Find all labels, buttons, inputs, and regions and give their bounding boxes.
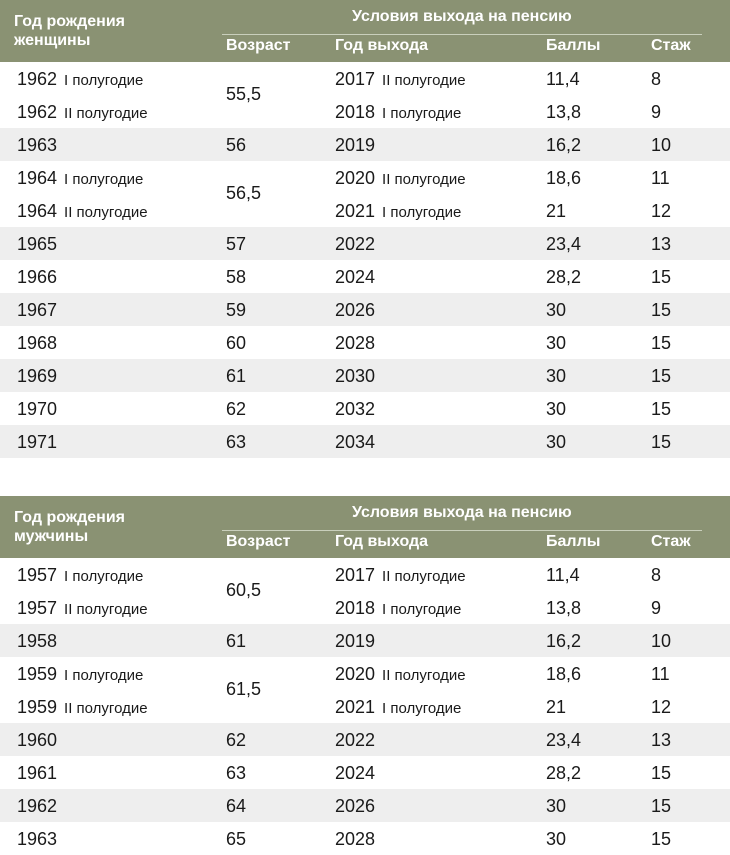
exit-year-cell: [335, 102, 461, 123]
birth-year-cell: [17, 796, 57, 817]
exit-half: II полугодие: [382, 171, 466, 188]
birth-half: I полугодие: [64, 171, 144, 188]
exit-year: 2026: [335, 300, 376, 320]
table-row: [0, 62, 730, 95]
exit-year-cell: [335, 366, 375, 387]
points-cell: 30: [546, 399, 567, 419]
table-row: [0, 425, 730, 458]
points-cell: 18,6: [546, 168, 582, 188]
points-cell: 21: [546, 697, 567, 717]
header-age: Возраст: [226, 37, 291, 54]
exit-year-cell: [335, 730, 375, 751]
birth-year-cell: [17, 565, 143, 586]
birth-year: 1969: [17, 366, 58, 386]
exit-half: I полугодие: [382, 700, 462, 717]
points-cell: 16,2: [546, 631, 582, 651]
exit-year: 2032: [335, 399, 376, 419]
points-cell: 28,2: [546, 763, 582, 783]
points-cell: 30: [546, 300, 567, 320]
exit-year: 2030: [335, 366, 376, 386]
experience-cell: 15: [651, 763, 672, 783]
age-cell: 61: [226, 366, 247, 386]
points-cell: 30: [546, 432, 567, 452]
exit-year: 2019: [335, 135, 376, 155]
exit-year-cell: [335, 201, 461, 222]
table-row: [0, 128, 730, 161]
experience-cell: 9: [651, 598, 662, 618]
birth-year: 1962: [17, 69, 58, 89]
row-pair: [0, 62, 730, 128]
table-row: [0, 359, 730, 392]
birth-year-cell: [17, 399, 57, 420]
experience-cell: 15: [651, 432, 672, 452]
birth-year: 1964: [17, 201, 58, 221]
table-header: [0, 0, 730, 62]
exit-year-cell: [335, 234, 375, 255]
points-cell: 30: [546, 333, 567, 353]
points-cell: 21: [546, 201, 567, 221]
points-cell: 13,8: [546, 598, 582, 618]
birth-year-cell: [17, 366, 57, 387]
experience-cell: 11: [651, 168, 670, 188]
experience-cell: 12: [651, 201, 672, 221]
birth-year-cell: [17, 69, 143, 90]
birth-year: 1968: [17, 333, 58, 353]
table-row: [0, 326, 730, 359]
header-conditions: Условия выхода на пенсию: [352, 8, 572, 25]
header-conditions: Условия выхода на пенсию: [352, 504, 572, 521]
exit-year: 2017: [335, 69, 376, 89]
header-exit-year: Год выхода: [335, 37, 429, 54]
exit-year: 2028: [335, 333, 376, 353]
age-cell: 60: [226, 333, 247, 353]
birth-year: 1962: [17, 796, 58, 816]
age-cell: 63: [226, 763, 247, 783]
experience-cell: 10: [651, 135, 672, 155]
exit-year: 2020: [335, 664, 376, 684]
table-row: [0, 624, 730, 657]
experience-cell: 15: [651, 399, 672, 419]
birth-year: 1958: [17, 631, 58, 651]
exit-year-cell: [335, 267, 375, 288]
age-cell: 61: [226, 631, 247, 651]
exit-year-cell: [335, 300, 375, 321]
exit-year-cell: [335, 135, 375, 156]
points-cell: 23,4: [546, 234, 582, 254]
header-experience: Стаж: [651, 533, 691, 550]
points-cell: 18,6: [546, 664, 582, 684]
exit-half: II полугодие: [382, 72, 466, 89]
exit-year-cell: [335, 432, 375, 453]
birth-year: 1965: [17, 234, 58, 254]
header-age: Возраст: [226, 533, 291, 550]
exit-year-cell: [335, 168, 466, 189]
row-pair: [0, 657, 730, 723]
birth-year: 1960: [17, 730, 58, 750]
age-cell: 64: [226, 796, 247, 816]
table-row: [0, 657, 730, 690]
table-row: [0, 95, 730, 128]
points-cell: 11,4: [546, 69, 580, 89]
birth-year-cell: [17, 763, 57, 784]
table-row: [0, 690, 730, 723]
points-cell: 23,4: [546, 730, 582, 750]
age-cell: 56: [226, 135, 247, 155]
table-row: [0, 756, 730, 789]
experience-cell: 15: [651, 300, 672, 320]
exit-year-cell: [335, 598, 461, 619]
experience-cell: 9: [651, 102, 662, 122]
points-cell: 30: [546, 829, 567, 849]
points-cell: 28,2: [546, 267, 582, 287]
birth-year-cell: [17, 168, 143, 189]
age-merged-cell: 55,5: [226, 84, 262, 104]
birth-year-cell: [17, 829, 57, 850]
birth-year: 1970: [17, 399, 58, 419]
experience-cell: 8: [651, 565, 662, 585]
birth-year: 1959: [17, 664, 58, 684]
exit-year-cell: [335, 631, 375, 652]
table-row: [0, 558, 730, 591]
header-category: Год рождения женщины: [14, 13, 126, 49]
points-cell: 30: [546, 796, 567, 816]
points-cell: 13,8: [546, 102, 582, 122]
table-row: [0, 822, 730, 855]
exit-year: 2024: [335, 763, 376, 783]
exit-half: II полугодие: [382, 568, 466, 585]
birth-year: 1964: [17, 168, 58, 188]
birth-half: II полугодие: [64, 204, 148, 221]
exit-year-cell: [335, 333, 375, 354]
birth-year: 1957: [17, 598, 58, 618]
birth-half: I полугодие: [64, 72, 144, 89]
exit-year: 2020: [335, 168, 376, 188]
birth-year: 1963: [17, 135, 58, 155]
exit-year-cell: [335, 763, 375, 784]
experience-cell: 11: [651, 664, 670, 684]
header-experience: Стаж: [651, 37, 691, 54]
birth-year-cell: [17, 333, 57, 354]
table-row: [0, 723, 730, 756]
experience-cell: 15: [651, 796, 672, 816]
birth-year: 1967: [17, 300, 58, 320]
points-cell: 16,2: [546, 135, 582, 155]
exit-year-cell: [335, 796, 375, 817]
birth-year-cell: [17, 201, 148, 222]
experience-cell: 10: [651, 631, 672, 651]
birth-year: 1966: [17, 267, 58, 287]
age-merged-cell: 61,5: [226, 679, 262, 699]
birth-half: II полугодие: [64, 105, 148, 122]
exit-year-cell: [335, 399, 375, 420]
birth-half: I полугодие: [64, 667, 144, 684]
exit-year-cell: [335, 69, 466, 90]
table-row: [0, 227, 730, 260]
row-pair: [0, 161, 730, 227]
exit-year: 2026: [335, 796, 376, 816]
header-points: Баллы: [546, 37, 601, 54]
exit-year: 2022: [335, 730, 376, 750]
birth-year-cell: [17, 631, 57, 652]
table-header: [0, 496, 730, 558]
exit-year-cell: [335, 829, 375, 850]
birth-year: 1957: [17, 565, 58, 585]
exit-year: 2028: [335, 829, 376, 849]
birth-year-cell: [17, 300, 57, 321]
exit-half: I полугодие: [382, 105, 462, 122]
exit-year: 2019: [335, 631, 376, 651]
age-cell: 62: [226, 730, 247, 750]
men-table: [0, 496, 730, 855]
table-row: [0, 260, 730, 293]
header-rule: [222, 34, 702, 35]
birth-year: 1971: [17, 432, 58, 452]
experience-cell: 15: [651, 267, 672, 287]
exit-year-cell: [335, 697, 461, 718]
birth-year: 1962: [17, 102, 58, 122]
header-exit-year: Год выхода: [335, 533, 429, 550]
table-row: [0, 392, 730, 425]
exit-year-cell: [335, 664, 466, 685]
exit-year: 2021: [335, 201, 376, 221]
points-cell: 11,4: [546, 565, 580, 585]
age-cell: 59: [226, 300, 247, 320]
birth-year-cell: [17, 432, 57, 453]
table-row: [0, 591, 730, 624]
table-row: [0, 161, 730, 194]
experience-cell: 15: [651, 829, 672, 849]
exit-year: 2018: [335, 598, 376, 618]
birth-year-cell: [17, 664, 143, 685]
birth-year-cell: [17, 234, 57, 255]
birth-year-cell: [17, 102, 148, 123]
exit-year-cell: [335, 565, 466, 586]
table-row: [0, 789, 730, 822]
table-row: [0, 293, 730, 326]
age-cell: 62: [226, 399, 247, 419]
birth-year-cell: [17, 135, 57, 156]
exit-year: 2034: [335, 432, 376, 452]
age-cell: 65: [226, 829, 247, 849]
exit-year: 2017: [335, 565, 376, 585]
age-cell: 57: [226, 234, 247, 254]
experience-cell: 15: [651, 366, 672, 386]
birth-year: 1961: [17, 763, 58, 783]
experience-cell: 12: [651, 697, 672, 717]
exit-year: 2024: [335, 267, 376, 287]
header-points: Баллы: [546, 533, 601, 550]
header-category: Год рождения мужчины: [14, 509, 126, 545]
exit-half: I полугодие: [382, 204, 462, 221]
birth-year-cell: [17, 598, 148, 619]
experience-cell: 13: [651, 730, 672, 750]
age-cell: 58: [226, 267, 247, 287]
experience-cell: 8: [651, 69, 662, 89]
age-merged-cell: 56,5: [226, 183, 262, 203]
exit-year: 2018: [335, 102, 376, 122]
exit-year: 2021: [335, 697, 376, 717]
birth-year-cell: [17, 730, 57, 751]
header-rule: [222, 530, 702, 531]
birth-year: 1963: [17, 829, 58, 849]
birth-year: 1959: [17, 697, 58, 717]
age-merged-cell: 60,5: [226, 580, 262, 600]
birth-half: II полугодие: [64, 601, 148, 618]
birth-half: I полугодие: [64, 568, 144, 585]
experience-cell: 15: [651, 333, 672, 353]
points-cell: 30: [546, 366, 567, 386]
birth-year-cell: [17, 697, 148, 718]
experience-cell: 13: [651, 234, 672, 254]
row-pair: [0, 558, 730, 624]
birth-half: II полугодие: [64, 700, 148, 717]
exit-year: 2022: [335, 234, 376, 254]
table-row: [0, 194, 730, 227]
age-cell: 63: [226, 432, 247, 452]
birth-year-cell: [17, 267, 57, 288]
exit-half: II полугодие: [382, 667, 466, 684]
exit-half: I полугодие: [382, 601, 462, 618]
